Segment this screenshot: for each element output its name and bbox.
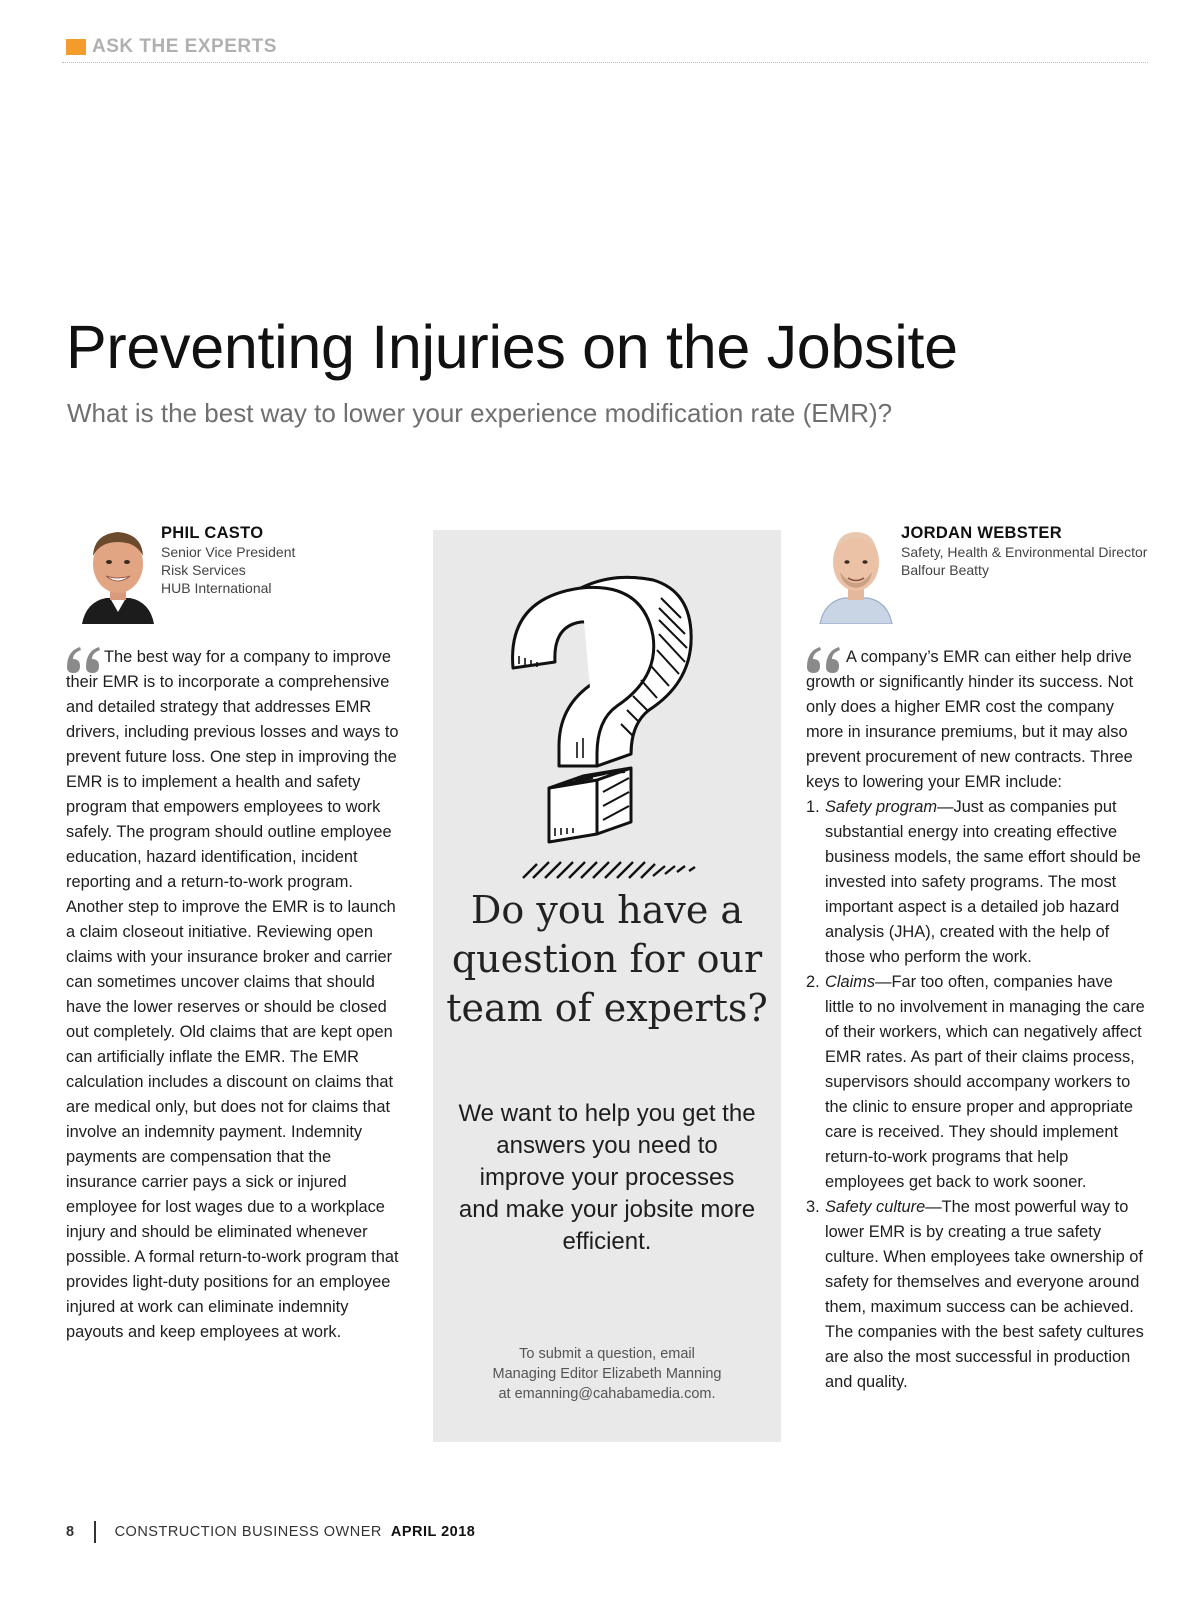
expert-meta-2 (901, 524, 1147, 579)
article-subtitle: What is the best way to lower your experience modification rate (EMR)? (67, 398, 893, 428)
expert-role-line: HUB International (161, 580, 272, 596)
expert-photo-1 (76, 520, 160, 624)
sidebar-callout (433, 530, 781, 1442)
question-mark-icon (493, 558, 723, 888)
list-item-number: 2. (806, 973, 820, 991)
quote-icon (64, 641, 104, 681)
right-column-intro-text: A company’s EMR can either help drive growth or significantly hinder its success. Not only does a higher EMR cost the company more in insurance premiums, but it may also prevent procurement of new contracts. Three keys to lowering your EMR include: (806, 648, 1134, 791)
right-column (806, 645, 1146, 1395)
section-accent-square (66, 39, 86, 55)
list-item-number: 3. (806, 1198, 820, 1216)
list-item-term: Claims (825, 973, 876, 991)
list-item-term: Safety program (825, 798, 938, 816)
expert-role-line: Safety, Health & Environmental Director (901, 544, 1148, 560)
expert-role-line: Balfour Beatty (901, 562, 989, 578)
expert-name: PHIL CASTO (161, 524, 264, 542)
left-column-body: The best way for a company to improve their EMR is to incorporate a comprehensive and detailed strategy that addresses EMR drivers, including previous losses and ways to prevent future loss. One step in improving the EMR is to implement a health and safety program that empowers employees to work safely. The program should outline employee education, hazard identification, incident reporting and a return-to-work program. Another step to improve the EMR is to launch a claim closeout initiative. Reviewing open claims with your insurance broker and carrier can sometimes uncover claims that should have the lower reserves or should be closed out completely. Old claims that are kept open can artificially inflate the EMR. The EMR calculation includes a discount on claims that are medical only, but does not for claims that involve an indemnity payment. Indemnity payments are compensation that the insurance carrier pays a sick or injured employee for lost wages due to a workplace injury and should be eliminated whenever possible. A formal return-to-work program that provides light-duty positions for an employee injured at work can eliminate indemnity payouts and keep employees at work. (66, 648, 399, 1341)
sidebar-question: Do you have a question for our team of experts? (446, 888, 768, 1030)
left-column-text (66, 645, 402, 1345)
issue-date: APRIL 2018 (390, 1524, 476, 1540)
expert-jordan-webster (806, 520, 1186, 630)
section-divider (62, 62, 1148, 63)
list-item-text: —Far too often, companies have little to no involvement in managing the care of their workers, which can negatively affect EMR rates. As part of their claims process, supervisors should accompany workers to the clinic to ensure proper and appropriate care is received. They should implement return-to-work programs that help employees get back to work sooner. (825, 973, 1145, 1191)
expert-name: JORDAN WEBSTER (901, 524, 1062, 542)
expert-meta-1 (161, 524, 295, 597)
expert-role-line: Senior Vice President (161, 544, 296, 560)
expert-phil-casto (66, 520, 406, 630)
left-column (66, 645, 402, 1345)
right-column-intro (806, 645, 1146, 795)
list-item (806, 1195, 1146, 1395)
section-label-text: ASK THE EXPERTS (92, 36, 277, 57)
page-number: 8 (66, 1524, 75, 1540)
sidebar-contact (443, 1344, 771, 1404)
section-label (66, 36, 277, 58)
sidebar-answer: We want to help you get the answers you need to improve your processes and make your jobsite more efficient. (458, 1100, 756, 1255)
list-item (806, 795, 1146, 970)
list-item-term: Safety culture (825, 1198, 926, 1216)
footer-divider (94, 1521, 96, 1543)
article-title: Preventing Injuries on the Jobsite (66, 313, 958, 381)
sidebar-contact-email[interactable]: at emanning@cahabamedia.com. (498, 1386, 716, 1402)
publication-name: CONSTRUCTION BUSINESS OWNER (114, 1524, 382, 1540)
sidebar-contact-line: Managing Editor Elizabeth Manning (492, 1366, 722, 1382)
page-footer (66, 1521, 475, 1543)
expert-photo-2 (814, 520, 898, 624)
expert-role-line: Risk Services (161, 562, 246, 578)
avatar-icon (76, 520, 160, 624)
emr-keys-list (806, 795, 1146, 1395)
list-item-text: —The most powerful way to lower EMR is by creating a true safety culture. When employees take ownership of safety for themselves and everyone around them, maximum success can be achieved. The companies with the best safety cultures are also the most successful in production and quality. (825, 1198, 1144, 1391)
quote-icon (804, 641, 844, 681)
list-item-text: —Just as companies put substantial energy into creating effective business models, the same effort should be invested into safety programs. The most important aspect is a detailed job hazard analysis (JHA), created with the help of those who perform the work. (825, 798, 1141, 966)
avatar-icon (814, 520, 898, 624)
sidebar-contact-line: To submit a question, email (519, 1346, 695, 1362)
list-item (806, 970, 1146, 1195)
list-item-number: 1. (806, 798, 820, 816)
